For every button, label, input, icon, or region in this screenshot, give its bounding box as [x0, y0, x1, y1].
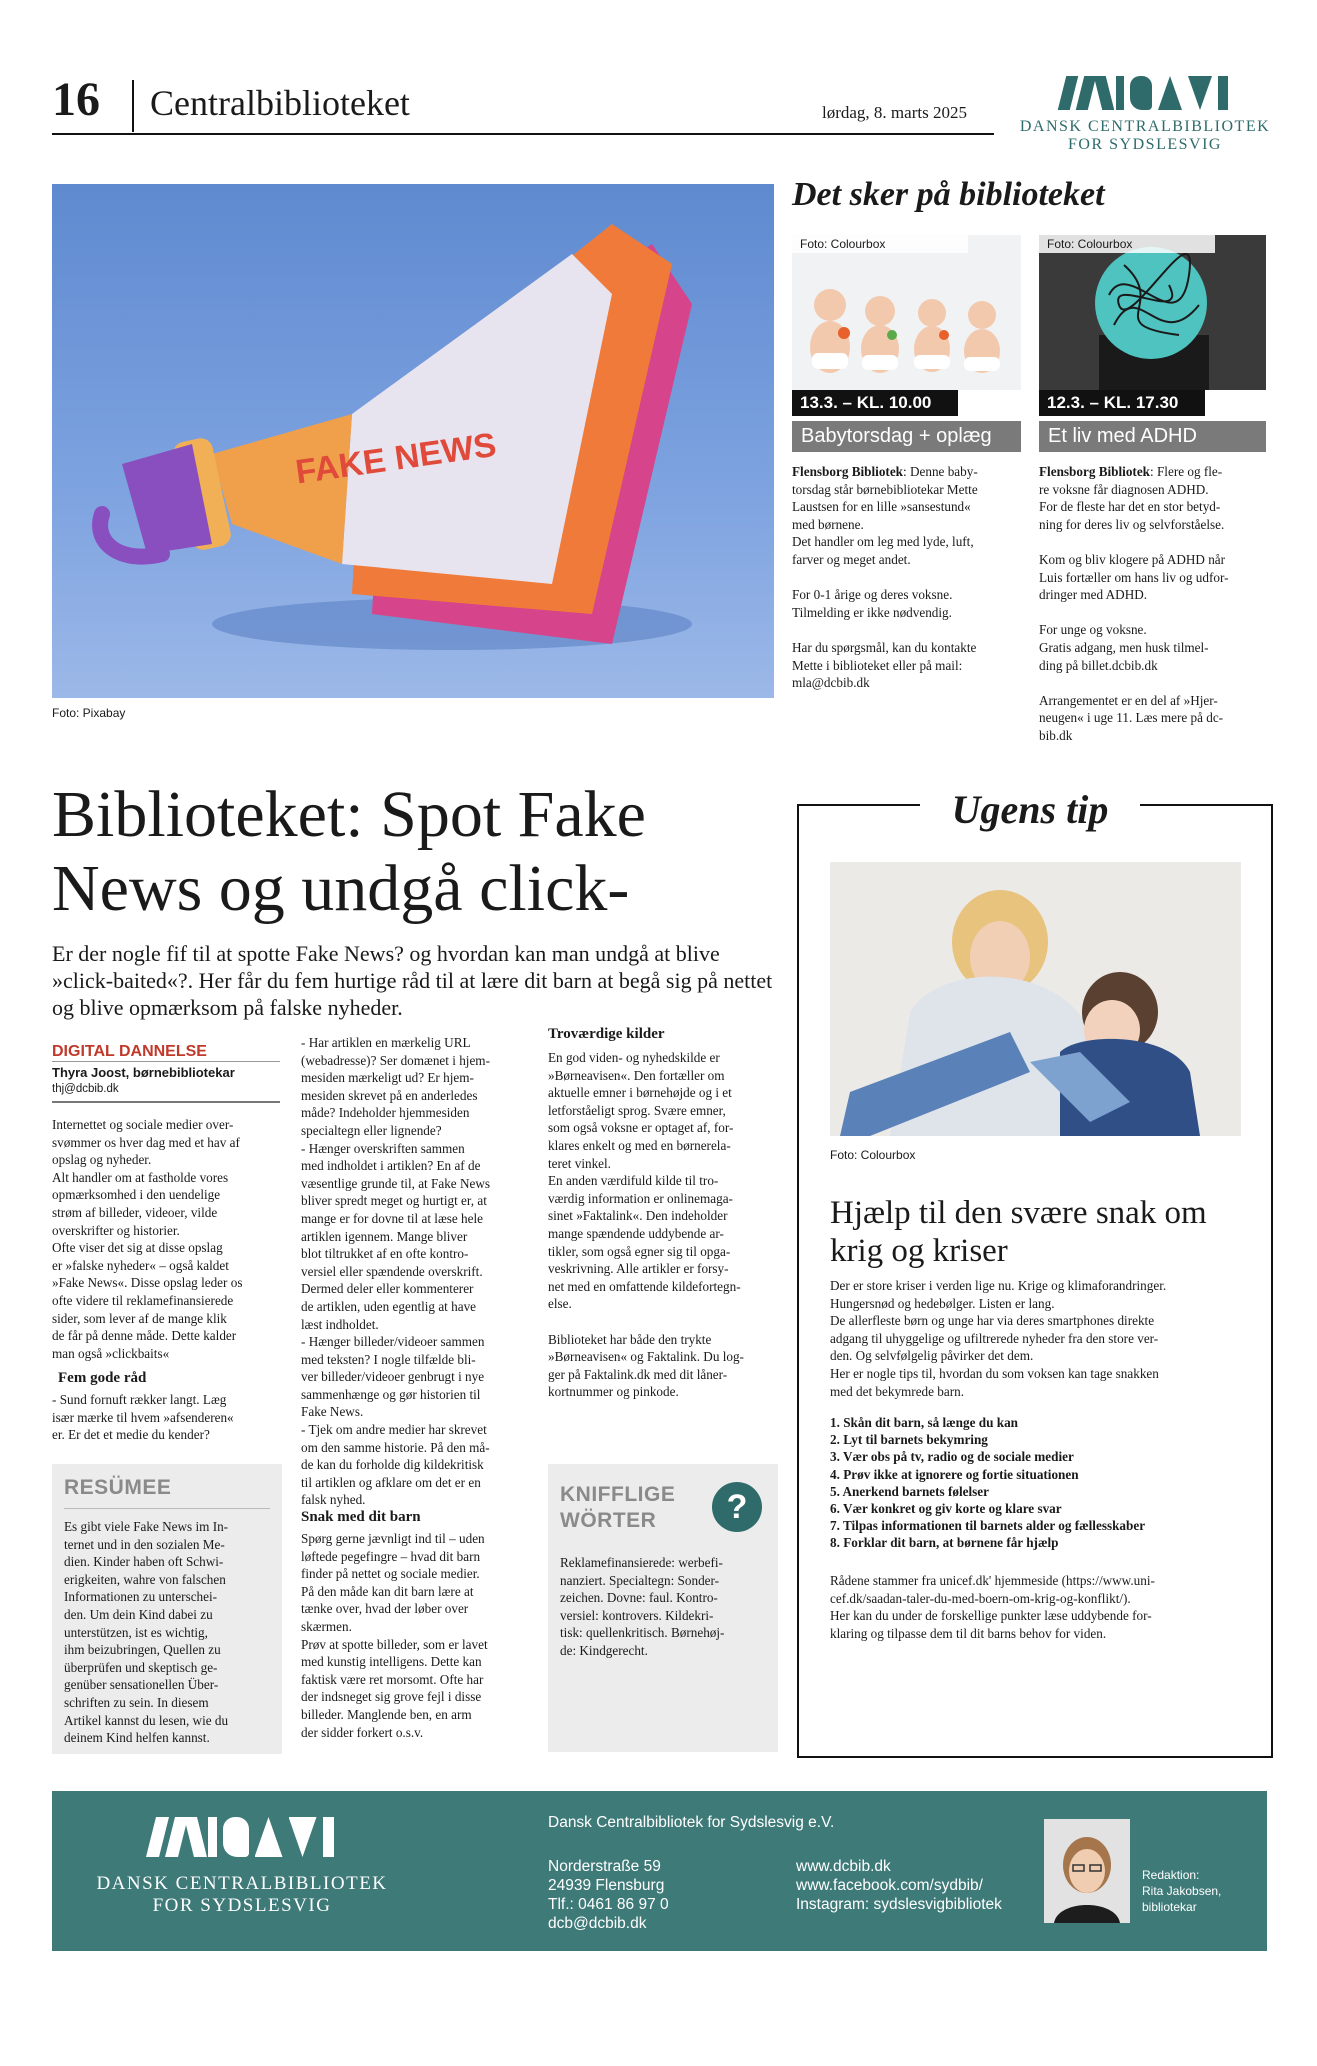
kniffelige-title — [560, 1482, 675, 1534]
tip-intro: Der er store kriser i verden lige nu. Krige og klimaforandringer. Hungersnød og hedebølger. Listen er lang. De allerfleste børn og unge har via deres smartphones direkte adgang til uhyggelige og ufiltrerede nyheder fra den store ver- den. Og selvfølgelig påvirker det dem. Her er nogle tips til, hvordan du som voksen kan tage snakken med det bekymrede barn. — [830, 1278, 1167, 1399]
kniffelige-title-line-1: KNIFFLIGE — [560, 1483, 676, 1506]
event-card-1-photo-credit: Foto: Colourbox — [792, 235, 968, 253]
header-rule — [52, 133, 994, 135]
event-card-1-date: 13.3. – KL. 10.00 — [792, 390, 958, 416]
hero-caption: Foto: Pixabay — [52, 706, 126, 720]
footer-address: Norderstraße 59 24939 Flensburg Tlf.: 0461 86 97 0 dcb@dcbib.dk — [548, 1858, 669, 1932]
logo-line-2: FOR SYDSLESVIG — [1068, 136, 1222, 153]
footer-editor: Redaktion: Rita Jakobsen, bibliotekar — [1142, 1868, 1222, 1914]
event-card-2-text — [1039, 463, 1269, 745]
tip-image-caption: Foto: Colourbox — [830, 1148, 916, 1162]
article-col3-text: En god viden- og nyhedskilde er »Børneavisen«. Den fortæller om aktuelle emner i børnehøjde og i et letforståeligt sprog. Svære emner, som også voksne er optaget af, for- klares enkelt og med en børnerela- teret vinkel. En anden værdifuld kilde til tro- værdig information er onlinemaga- sinet »Faktalink«. Den indeholder mange spændende uddybende ar- tikler, som også egner sig til opga- veskrivning. Alle artikler er forsy- net med en omfattende kildefortegn- else. Biblioteket har både den trykte »Børneavisen« og Faktalink. Du log- ger på Faktalink.dk med dit låner- kortnummer og pinkode. — [548, 1050, 744, 1400]
event-card-2-date: 12.3. – KL. 17.30 — [1039, 390, 1205, 416]
editor-photo — [1044, 1819, 1130, 1923]
footer-org: Dansk Centralbibliotek for Sydslesvig e.V. — [548, 1814, 835, 1831]
event-card-2-photo-credit: Foto: Colourbox — [1039, 235, 1215, 253]
tip-headline: Hjælp til den svære snak om krig og kriser — [830, 1195, 1207, 1269]
tip-title: Ugens tip — [920, 786, 1140, 836]
event-card-1-image — [792, 235, 1021, 390]
kniffelige-title-line-2: WÖRTER — [560, 1509, 657, 1532]
tip-list-item-6: 6. Vær konkret og giv korte og klare svar — [830, 1501, 1062, 1517]
article-lead: Er der nogle fif til at spotte Fake News? og hvordan kan man undgå at blive »click-baited«?. Her får du fem hurtige råd til at lære dit barn at begå sig på nettet og blive opmærksom på falske nyheder. — [52, 941, 773, 1020]
tip-list-item-2: 2. Lyt til barnets bekymring — [830, 1432, 988, 1448]
tip-list-item-5: 5. Anerkend barnets følelser — [830, 1483, 989, 1499]
header-logo — [1010, 76, 1280, 154]
events-title: Det sker på biblioteket — [792, 176, 1105, 213]
babies-photo — [792, 235, 1021, 390]
footer-web: www.dcbib.dk www.facebook.com/sydbib/ Instagram: sydslesvigbibliotek — [796, 1858, 1002, 1913]
logo-mark — [1010, 76, 1280, 110]
page-number: 16 — [52, 73, 100, 126]
article-col3-subhead: Troværdige kilder — [548, 1026, 665, 1042]
event-card-2-lead: Flensborg Bibliotek — [1039, 464, 1151, 479]
article-author-email: thj@dcbib.dk — [52, 1083, 119, 1095]
article-col2-text: - Har artiklen en mærkelig URL (webadresse)? Ser domænet i hjem- mesiden mærkeligt ud? Er hjem- mesiden skrevet på en anderledes måde? Indeholder hjemmesiden specialtegn eller lignende? - Hænger overskriften sammen med indholdet i artiklen? En af de væsentlige grunde til, at Fake News bliver spredt meget og hurtigt er, at mange er for dovne til at læse hele artiklen igennem. Mange bliver blot tiltrukket af en ofte kontro- versiel eller spændende overskrift. Dermed deler eller kommenterer de artiklen, uden egentlig at have læst indholdet. - Hænger billeder/videoer sammen med teksten? I nogle tilfælde bli- ver billeder/videoer genbrugt i nye sammenhænge og gør historien til Fake News. - Tjek om andre medier har skrevet om den samme historie. På den må- de kan du forholde dig kildekritisk til artiklen og afklare om det er en falsk nyhed. — [301, 1035, 490, 1508]
tip-list-item-3: 3. Vær obs på tv, radio og de sociale medier — [830, 1449, 1074, 1465]
header-divider — [132, 80, 134, 132]
footer-logo-line-1: DANSK CENTRALBIBLIOTEK — [96, 1873, 388, 1894]
tip-list-item-1: 1. Skån dit barn, så længe du kan — [830, 1415, 1018, 1430]
hero-image — [52, 184, 774, 698]
section-name: Centralbiblioteket — [150, 83, 410, 123]
article-headline: Biblioteket: Spot Fake News og undgå click- — [52, 778, 646, 925]
mother-child-photo — [830, 862, 1241, 1136]
event-card-2-title: Et liv med ADHD — [1039, 421, 1266, 452]
event-card-1-body: : Denne baby- torsdag står børnebibliotekar Mette Laustsen for en lille »sansestund« med børnene. Det handler om leg med lyde, luft, farver og meget andet. For 0-1 årige og deres voksne. Tilmelding er ikke nødvendig. Har du spørgsmål, kan du kontakte Mette i biblioteket eller på mail: mla@dcbib.dk — [792, 464, 978, 691]
event-card-1-lead: Flensborg Bibliotek — [792, 464, 904, 479]
kicker-rule — [52, 1061, 280, 1062]
tip-list — [830, 1414, 1250, 1552]
article-col1-text: Internettet og sociale medier over- svømmer os hver dag med et hav af opslag og nyheder. Alt handler om at fastholde vores opmærksomhed i den uendelige strøm af billeder, videoer, vilde overskrifter og historier. Ofte viser det sig at disse opslag er »falske nyheder« – også kaldet »Fake News«. Disse opslag leder os ofte videre til reklamefinansierede sider, som lever af de mange klik de får på denne måde. Dette kalder man også »clickbaits« — [52, 1117, 243, 1361]
event-card-1-title: Babytorsdag + oplæg — [792, 421, 1021, 452]
article-col1-subhead: Fem gode råd — [58, 1370, 147, 1386]
event-card-1-text — [792, 463, 1022, 692]
tip-outro: Rådene stammer fra unicef.dk' hjemmeside (https://www.uni- cef.dk/saadan-taler-du-med-boern-om-krig-og-konflikt/). Her kan du under de forskellige punkter læse uddybende for- klaring og tilpasse dem til dit barns behov for viden. — [830, 1573, 1155, 1641]
question-mark-icon: ? — [712, 1482, 762, 1532]
article-kicker: DIGITAL DANNELSE — [52, 1043, 207, 1060]
resumee-title: RESÜMEE — [64, 1476, 172, 1499]
event-card-2-body: : Flere og fle- re voksne får diagnosen ADHD. For de fleste har det en stor betyd- ning for deres liv og selvforståelse. Kom og bliv klogere på ADHD når Luis fortæller om hans liv og udfor- dringer med ADHD. For unge og voksne. Gratis adgang, men husk tilmel- ding på billet.dcbib.dk Arrangementet er en del af »Hjer- neugen« i uge 11. Læs mere på dc- bib.dk — [1039, 464, 1229, 743]
kniffelige-text: Reklamefinansierede: werbefi- nanziert. Specialtegn: Sonder- zeichen. Dovne: faul. Kontro- versiel: kontrovers. Kildekri- tisk: quellenkritisch. Børnehøj- de: Kindgerecht. — [560, 1555, 725, 1658]
megaphone-text: FAKE NEWS — [293, 425, 499, 492]
footer-logo-mark — [92, 1817, 392, 1857]
footer-logo-line-2: FOR SYDSLESVIG — [152, 1895, 332, 1916]
tip-image — [830, 862, 1241, 1136]
editor-portrait — [1044, 1819, 1130, 1923]
article-col2-subhead: Snak med dit barn — [301, 1509, 421, 1525]
issue-date: lørdag, 8. marts 2025 — [822, 103, 967, 122]
author-rule — [52, 1101, 280, 1103]
megaphone-illustration — [52, 184, 774, 698]
logo-line-1: DANSK CENTRALBIBLIOTEK — [1019, 118, 1271, 135]
adhd-photo — [1039, 235, 1266, 390]
article-author: Thyra Joost, børnebibliotekar — [52, 1065, 235, 1080]
tip-list-item-4: 4. Prøv ikke at ignorere og fortie situationen — [830, 1466, 1079, 1482]
resumee-box — [52, 1464, 282, 1754]
resumee-rule — [64, 1508, 270, 1509]
article-col1-text2: - Sund fornuft rækker langt. Læg især mærke til hvem »afsenderen« er. Er det et medie du kender? — [52, 1392, 234, 1443]
event-card-2-image — [1039, 235, 1266, 390]
kniffelige-box — [548, 1464, 778, 1752]
tip-list-item-8: 8. Forklar dit barn, at børnene får hjælp — [830, 1535, 1059, 1551]
footer-logo — [92, 1817, 392, 1917]
resumee-text: Es gibt viele Fake News im In- ternet und in den sozialen Me- dien. Kinder haben oft Schwi- erigkeiten, wahre von falschen Informationen zu unterschei- den. Um dein Kind dabei zu unterstützen, ist es wichtig, ihm beizubringen, Quellen zu überprüfen und skeptisch ge- genüber sensationellen Über- schriften zu sein. In diesem Artikel kannst du lesen, wie du deinem Kind helfen kannst. — [64, 1519, 229, 1746]
footer — [52, 1791, 1267, 1951]
tip-list-item-7: 7. Tilpas informationen til barnets alder og fællesskaber — [830, 1518, 1146, 1534]
article-col2-text2: Spørg gerne jævnligt ind til – uden løftede pegefingre – hvad dit barn finder på nettet og sociale medier. På den måde kan dit barn lære at tænke over, hvad der løber over skærmen. Prøv at spotte billeder, som er lavet med kunstig intelligens. Dette kan faktisk være ret morsomt. Ofte har der indsneget sig grove fejl i disse billeder. Manglende ben, en arm der sidder forkert o.s.v. — [301, 1531, 488, 1740]
